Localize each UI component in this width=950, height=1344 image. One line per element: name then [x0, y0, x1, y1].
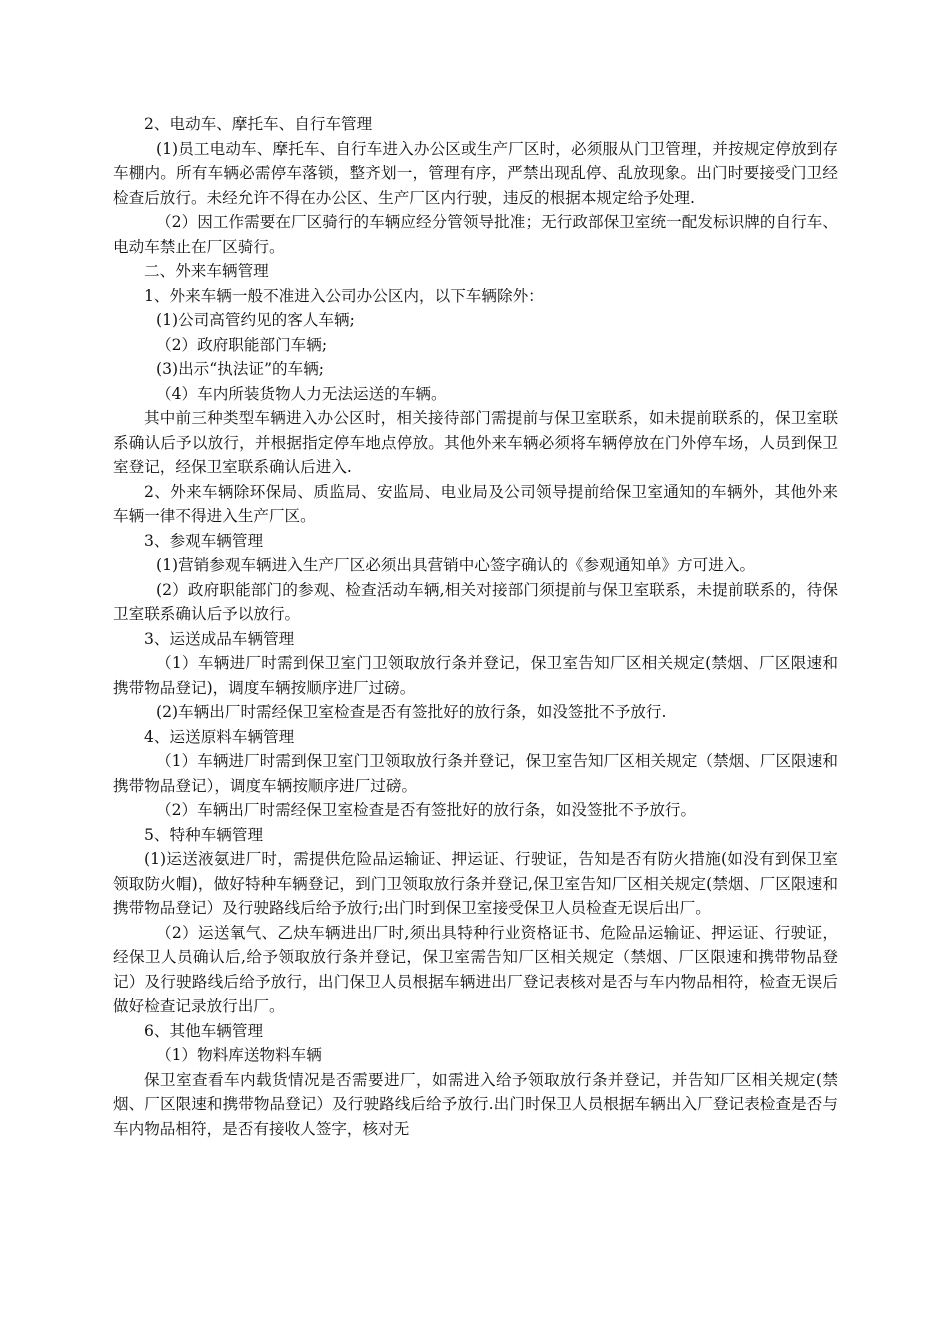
paragraph-marketing-visits: (1)营销参观车辆进入生产厂区必须出具营销中心签字确认的《参观通知单》方可进入。	[156, 556, 756, 574]
heading-other-vehicles: 6、其他车辆管理	[144, 1021, 264, 1040]
document-page	[113, 112, 838, 1141]
paragraph-production-area-restriction: 2、外来车辆除环保局、质监局、安监局、电业局及公司领导提前给保卫室通知的车辆外，其他外来车辆一律不得进入生产厂区。	[113, 482, 838, 525]
paragraph-finished-goods-entry: （1）车辆进厂时需到保卫室门卫领取放行条并登记，保卫室告知厂区相关规定(禁烟、厂区限速和携带物品登记)，调度车辆按顺序进厂过磅。	[113, 654, 838, 697]
paragraph-liquid-ammonia: (1)运送液氨进厂时，需提供危险品运输证、押运证、行驶证，告知是否有防火措施(如没有到保卫室领取防火帽)，做好特种车辆登记，到门卫领取放行条并登记,保卫室告知厂区相关规定(禁烟、厂区限速和携带物品登记）及行驶路线后给予放行;出门时到保卫室接受保卫人员检查无误后出厂。	[113, 850, 838, 917]
paragraph-oxygen-acetylene: （2）运送氧气、乙炔车辆进出厂时,须出具特种行业资格证书、危险品运输证、押运证、行驶证，经保卫人员确认后,给予领取放行条并登记，保卫室需告知厂区相关规定（禁烟、厂区限速和携带物品登记）及行驶路线后给予放行，出门保卫人员根据车辆进出厂登记表核对是否与车内物品相符，检查无误后做好检查记录放行出厂。	[113, 923, 838, 1015]
list-item-executive-guests: (1)公司高管约见的客人车辆;	[156, 311, 355, 329]
heading-visiting-vehicles: 3、参观车辆管理	[144, 531, 264, 550]
heading-finished-goods-vehicles: 3、运送成品车辆管理	[144, 629, 295, 648]
paragraph-employee-vehicles: (1)员工电动车、摩托车、自行车进入办公区或生产厂区时，必须服从门卫管理，并按规定停放到存车棚内。所有车辆必需停车落锁，整齐划一，管理有序，严禁出现乱停、乱放现象。出门时要接受门卫经检查后放行。未经允许不得在办公区、生产厂区内行驶，违反的根据本规定给予处理.	[113, 139, 838, 207]
heading-special-vehicles: 5、特种车辆管理	[144, 825, 264, 844]
subheading-material-warehouse: （1）物料库送物料车辆	[156, 1046, 322, 1064]
paragraph-external-office-restriction: 1、外来车辆一般不准进入公司办公区内，以下车辆除外：	[144, 286, 544, 305]
paragraph-raw-material-entry: （1）车辆进厂时需到保卫室门卫领取放行条并登记，保卫室告知厂区相关规定（禁烟、厂区限速和携带物品登记），调度车辆按顺序进厂过磅。	[113, 752, 838, 795]
list-item-government: （2）政府职能部门车辆;	[156, 335, 328, 354]
list-item-heavy-cargo: （4）车内所装货物人力无法运送的车辆。	[156, 384, 447, 403]
heading-raw-material-vehicles: 4、运送原料车辆管理	[144, 727, 295, 746]
heading-ebike-motorcycle-bicycle: 2、电动车、摩托车、自行车管理	[144, 115, 373, 133]
paragraph-raw-material-exit: （2）车辆出厂时需经保卫室检查是否有签批好的放行条，如没签批不予放行。	[156, 801, 697, 819]
list-item-law-enforcement: (3)出示“执法证”的车辆;	[156, 360, 325, 378]
paragraph-finished-goods-exit: (2)车辆出厂时需经保卫室检查是否有签批好的放行条，如没签批不予放行.	[156, 703, 667, 721]
heading-external-vehicles: 二、外来车辆管理	[144, 262, 269, 280]
paragraph-first-three-types: 其中前三种类型车辆进入办公区时，相关接待部门需提前与保卫室联系，如未提前联系的，保卫室联系确认后予以放行，并根据指定停车地点停放。其他外来车辆必须将车辆停放在门外停车场，人员到保卫室登记，经保卫室联系确认后进入.	[113, 409, 838, 476]
paragraph-material-warehouse: 保卫室查看车内载货情况是否需要进厂，如需进入给予领取放行条并登记，并告知厂区相关规定(禁烟、厂区限速和携带物品登记）及行驶路线后给予放行.出门时保卫人员根据车辆出入厂登记表检查是否与车内物品相符，是否有接收人签字，核对无	[113, 1070, 838, 1138]
paragraph-riding-approval: （2）因工作需要在厂区骑行的车辆应经分管领导批准；无行政部保卫室统一配发标识牌的自行车、电动车禁止在厂区骑行。	[113, 213, 838, 256]
paragraph-government-visits: (2）政府职能部门的参观、检查活动车辆,相关对接部门须提前与保卫室联系，未提前联系的，待保卫室联系确认后予以放行。	[113, 580, 838, 623]
